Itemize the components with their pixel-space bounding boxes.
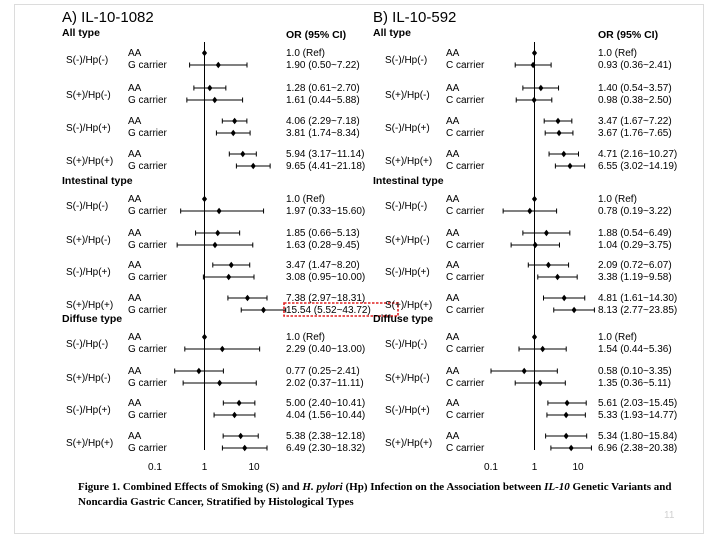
- or-value-label: 3.08 (0.95~10.00): [286, 272, 366, 283]
- or-value-label: 5.34 (1.80~15.84): [598, 431, 678, 442]
- genotype-label: C carrier: [446, 95, 485, 106]
- genotype-label: AA: [446, 83, 460, 94]
- or-value-label: 1.85 (0.66~5.13): [286, 228, 360, 239]
- or-value-label: 2.29 (0.40~13.00): [286, 344, 366, 355]
- group-label: S(-)/Hp(+): [66, 123, 111, 134]
- or-value-label: 3.81 (1.74~8.34): [286, 128, 360, 139]
- or-point-marker: [564, 433, 569, 439]
- or-value-label: 7.38 (2.97~18.31): [286, 293, 366, 304]
- or-value-label: 8.13 (2.77~23.85): [598, 305, 678, 316]
- or-value-label: 1.28 (0.61~2.70): [286, 83, 360, 94]
- or-value-label: 1.0 (Ref): [598, 332, 637, 343]
- genotype-label: C carrier: [446, 305, 485, 316]
- genotype-label: G carrier: [128, 410, 167, 421]
- genotype-label: C carrier: [446, 272, 485, 283]
- or-value-label: 5.38 (2.38~12.18): [286, 431, 366, 442]
- genotype-label: AA: [128, 194, 142, 205]
- genotype-label: G carrier: [128, 95, 167, 106]
- or-value-label: 4.06 (2.29~7.18): [286, 116, 360, 127]
- or-point-marker: [561, 151, 566, 157]
- genotype-label: G carrier: [128, 161, 167, 172]
- or-point-marker: [555, 118, 560, 124]
- figure-caption: [78, 480, 678, 510]
- caption-prefix: Figure 1. Combined Effects of Smoking (S) and: [78, 481, 303, 493]
- group-label: S(+)/Hp(-): [385, 373, 430, 384]
- genotype-label: G carrier: [128, 443, 167, 454]
- genotype-label: G carrier: [128, 378, 167, 389]
- or-point-marker: [245, 295, 250, 301]
- group-label: S(+)/Hp(-): [66, 235, 111, 246]
- or-value-label: 2.09 (0.72~6.07): [598, 260, 672, 271]
- group-label: S(+)/Hp(-): [385, 235, 430, 246]
- panel-title: A) IL-10-1082: [62, 9, 154, 26]
- group-label: S(-)/Hp(-): [385, 339, 428, 350]
- group-label: S(-)/Hp(+): [385, 123, 430, 134]
- or-point-marker: [261, 307, 266, 313]
- x-tick-label: 1: [201, 462, 208, 473]
- genotype-label: AA: [128, 48, 142, 59]
- section-heading: Diffuse type: [373, 313, 434, 325]
- or-point-marker: [564, 412, 569, 418]
- or-value-label: 3.47 (1.67~7.22): [598, 116, 672, 127]
- genotype-label: AA: [446, 228, 460, 239]
- or-point-marker: [544, 230, 549, 236]
- caption-middle: (Hp) Infection on the Association between: [342, 481, 545, 493]
- or-point-marker: [546, 262, 551, 268]
- x-tick-label: 0.1: [148, 462, 162, 473]
- or-point-marker: [232, 118, 237, 124]
- genotype-label: C carrier: [446, 443, 485, 454]
- or-value-label: 4.04 (1.56~10.44): [286, 410, 366, 421]
- panel-title: B) IL-10-592: [373, 9, 457, 26]
- group-label: S(+)/Hp(+): [385, 438, 433, 449]
- group-label: S(-)/Hp(+): [385, 267, 430, 278]
- or-point-marker: [226, 274, 231, 280]
- or-point-marker: [540, 346, 545, 352]
- or-point-marker: [522, 368, 527, 374]
- group-label: S(+)/Hp(-): [385, 90, 430, 101]
- genotype-label: AA: [128, 260, 142, 271]
- genotype-label: G carrier: [128, 305, 167, 316]
- genotype-label: AA: [128, 83, 142, 94]
- group-label: S(-)/Hp(-): [66, 55, 109, 66]
- group-label: S(-)/Hp(-): [385, 55, 428, 66]
- or-value-label: 3.47 (1.47~8.20): [286, 260, 360, 271]
- genotype-label: AA: [128, 431, 142, 442]
- x-tick-label: 10: [248, 462, 260, 473]
- caption-hp: H. pylori: [302, 481, 343, 493]
- group-label: S(-)/Hp(-): [66, 201, 109, 212]
- or-point-marker: [569, 445, 574, 451]
- or-value-label: 0.78 (0.19~3.22): [598, 206, 672, 217]
- or-value-label: 1.04 (0.29~3.75): [598, 240, 672, 251]
- or-value-label: 0.58 (0.10~3.35): [598, 366, 672, 377]
- section-heading: Intestinal type: [373, 175, 444, 187]
- or-point-marker: [212, 242, 217, 248]
- or-value-label: 1.97 (0.33~15.60): [286, 206, 366, 217]
- group-label: S(+)/Hp(+): [66, 438, 114, 449]
- or-value-label: 1.0 (Ref): [598, 48, 637, 59]
- or-point-marker: [538, 85, 543, 91]
- group-label: S(-)/Hp(+): [385, 405, 430, 416]
- or-point-marker: [231, 130, 236, 136]
- or-point-marker: [532, 97, 537, 103]
- x-tick-label: 0.1: [484, 462, 498, 473]
- or-value-label: 9.65 (4.41~21.18): [286, 161, 366, 172]
- group-label: S(-)/Hp(+): [66, 405, 111, 416]
- genotype-label: AA: [446, 194, 460, 205]
- or-value-label: 15.54 (5.52~43.72): [286, 305, 371, 316]
- or-point-marker: [229, 262, 234, 268]
- x-tick-label: 1: [531, 462, 538, 473]
- or-value-label: 5.61 (2.03~15.45): [598, 398, 678, 409]
- or-header: OR (95% CI): [286, 29, 347, 41]
- or-value-label: 1.54 (0.44~5.36): [598, 344, 672, 355]
- or-point-marker: [215, 230, 220, 236]
- page-number: 11: [664, 510, 675, 521]
- or-value-label: 1.90 (0.50~7.22): [286, 60, 360, 71]
- genotype-label: G carrier: [128, 240, 167, 251]
- or-value-label: 5.00 (2.40~10.41): [286, 398, 366, 409]
- group-label: S(+)/Hp(+): [385, 156, 433, 167]
- or-value-label: 4.71 (2.16~10.27): [598, 149, 678, 160]
- section-heading: Diffuse type: [62, 313, 123, 325]
- genotype-label: AA: [446, 366, 460, 377]
- or-value-label: 4.81 (1.61~14.30): [598, 293, 678, 304]
- group-label: S(+)/Hp(+): [66, 300, 114, 311]
- or-value-label: 1.63 (0.28~9.45): [286, 240, 360, 251]
- or-point-marker: [527, 208, 532, 214]
- or-point-marker: [238, 433, 243, 439]
- genotype-label: C carrier: [446, 344, 485, 355]
- or-point-marker: [555, 274, 560, 280]
- genotype-label: AA: [128, 398, 142, 409]
- or-point-marker: [236, 400, 241, 406]
- or-value-label: 1.88 (0.54~6.49): [598, 228, 672, 239]
- genotype-label: C carrier: [446, 378, 485, 389]
- or-point-marker: [202, 334, 207, 340]
- or-point-marker: [532, 50, 537, 56]
- or-value-label: 0.93 (0.36~2.41): [598, 60, 672, 71]
- genotype-label: AA: [446, 48, 460, 59]
- or-point-marker: [567, 163, 572, 169]
- caption-suffix: Genetic Variants and Noncardia Gastric Cancer, Stratified by Histological Types: [78, 481, 672, 508]
- group-label: S(-)/Hp(-): [385, 201, 428, 212]
- x-tick-label: 10: [572, 462, 584, 473]
- section-heading: All type: [62, 27, 100, 39]
- genotype-label: C carrier: [446, 128, 485, 139]
- or-point-marker: [571, 307, 576, 313]
- or-point-marker: [533, 242, 538, 248]
- or-point-marker: [216, 208, 221, 214]
- genotype-label: G carrier: [128, 344, 167, 355]
- or-point-marker: [207, 85, 212, 91]
- or-point-marker: [242, 445, 247, 451]
- genotype-label: C carrier: [446, 206, 485, 217]
- genotype-label: C carrier: [446, 161, 485, 172]
- genotype-label: AA: [128, 149, 142, 160]
- or-value-label: 3.38 (1.19~9.58): [598, 272, 672, 283]
- or-value-label: 5.94 (3.17~11.14): [286, 149, 365, 160]
- genotype-label: AA: [446, 116, 460, 127]
- or-point-marker: [538, 380, 543, 386]
- genotype-label: G carrier: [128, 128, 167, 139]
- section-heading: All type: [373, 27, 411, 39]
- genotype-label: G carrier: [128, 60, 167, 71]
- or-point-marker: [251, 163, 256, 169]
- or-value-label: 6.49 (2.30~18.32): [286, 443, 366, 454]
- or-point-marker: [217, 380, 222, 386]
- caption-gene: IL-10: [544, 481, 570, 493]
- or-point-marker: [532, 334, 537, 340]
- genotype-label: AA: [446, 332, 460, 343]
- group-label: S(+)/Hp(-): [66, 373, 111, 384]
- or-value-label: 0.77 (0.25~2.41): [286, 366, 360, 377]
- or-value-label: 1.0 (Ref): [286, 194, 325, 205]
- genotype-label: AA: [446, 398, 460, 409]
- or-value-label: 0.98 (0.38~2.50): [598, 95, 672, 106]
- or-point-marker: [220, 346, 225, 352]
- section-heading: Intestinal type: [62, 175, 133, 187]
- genotype-label: C carrier: [446, 240, 485, 251]
- or-value-label: 1.35 (0.36~5.11): [598, 378, 671, 389]
- or-point-marker: [202, 50, 207, 56]
- genotype-label: AA: [128, 116, 142, 127]
- genotype-label: AA: [446, 293, 460, 304]
- genotype-label: AA: [128, 228, 142, 239]
- or-value-label: 3.67 (1.76~7.65): [598, 128, 672, 139]
- or-point-marker: [202, 196, 207, 202]
- genotype-label: AA: [446, 431, 460, 442]
- group-label: S(+)/Hp(+): [66, 156, 114, 167]
- genotype-label: AA: [128, 293, 142, 304]
- group-label: S(-)/Hp(-): [66, 339, 109, 350]
- or-point-marker: [240, 151, 245, 157]
- genotype-label: G carrier: [128, 206, 167, 217]
- or-value-label: 2.02 (0.37~11.11): [286, 378, 364, 389]
- genotype-label: AA: [446, 149, 460, 160]
- genotype-label: C carrier: [446, 410, 485, 421]
- or-point-marker: [532, 196, 537, 202]
- genotype-label: C carrier: [446, 60, 485, 71]
- genotype-label: AA: [128, 366, 142, 377]
- or-point-marker: [562, 295, 567, 301]
- group-label: S(-)/Hp(+): [66, 267, 111, 278]
- group-label: S(+)/Hp(+): [385, 300, 433, 311]
- group-label: S(+)/Hp(-): [66, 90, 111, 101]
- or-value-label: 1.61 (0.44~5.88): [286, 95, 360, 106]
- or-header: OR (95% CI): [598, 29, 659, 41]
- or-point-marker: [196, 368, 201, 374]
- or-point-marker: [556, 130, 561, 136]
- genotype-label: AA: [446, 260, 460, 271]
- or-value-label: 6.55 (3.02~14.19): [598, 161, 678, 172]
- or-value-label: 1.0 (Ref): [598, 194, 637, 205]
- or-value-label: 1.0 (Ref): [286, 332, 325, 343]
- or-value-label: 1.0 (Ref): [286, 48, 325, 59]
- or-point-marker: [232, 412, 237, 418]
- or-point-marker: [212, 97, 217, 103]
- genotype-label: AA: [128, 332, 142, 343]
- or-value-label: 5.33 (1.93~14.77): [598, 410, 678, 421]
- or-value-label: 1.40 (0.54~3.57): [598, 83, 672, 94]
- or-point-marker: [564, 400, 569, 406]
- or-value-label: 6.96 (2.38~20.38): [598, 443, 678, 454]
- or-point-marker: [216, 62, 221, 68]
- genotype-label: G carrier: [128, 272, 167, 283]
